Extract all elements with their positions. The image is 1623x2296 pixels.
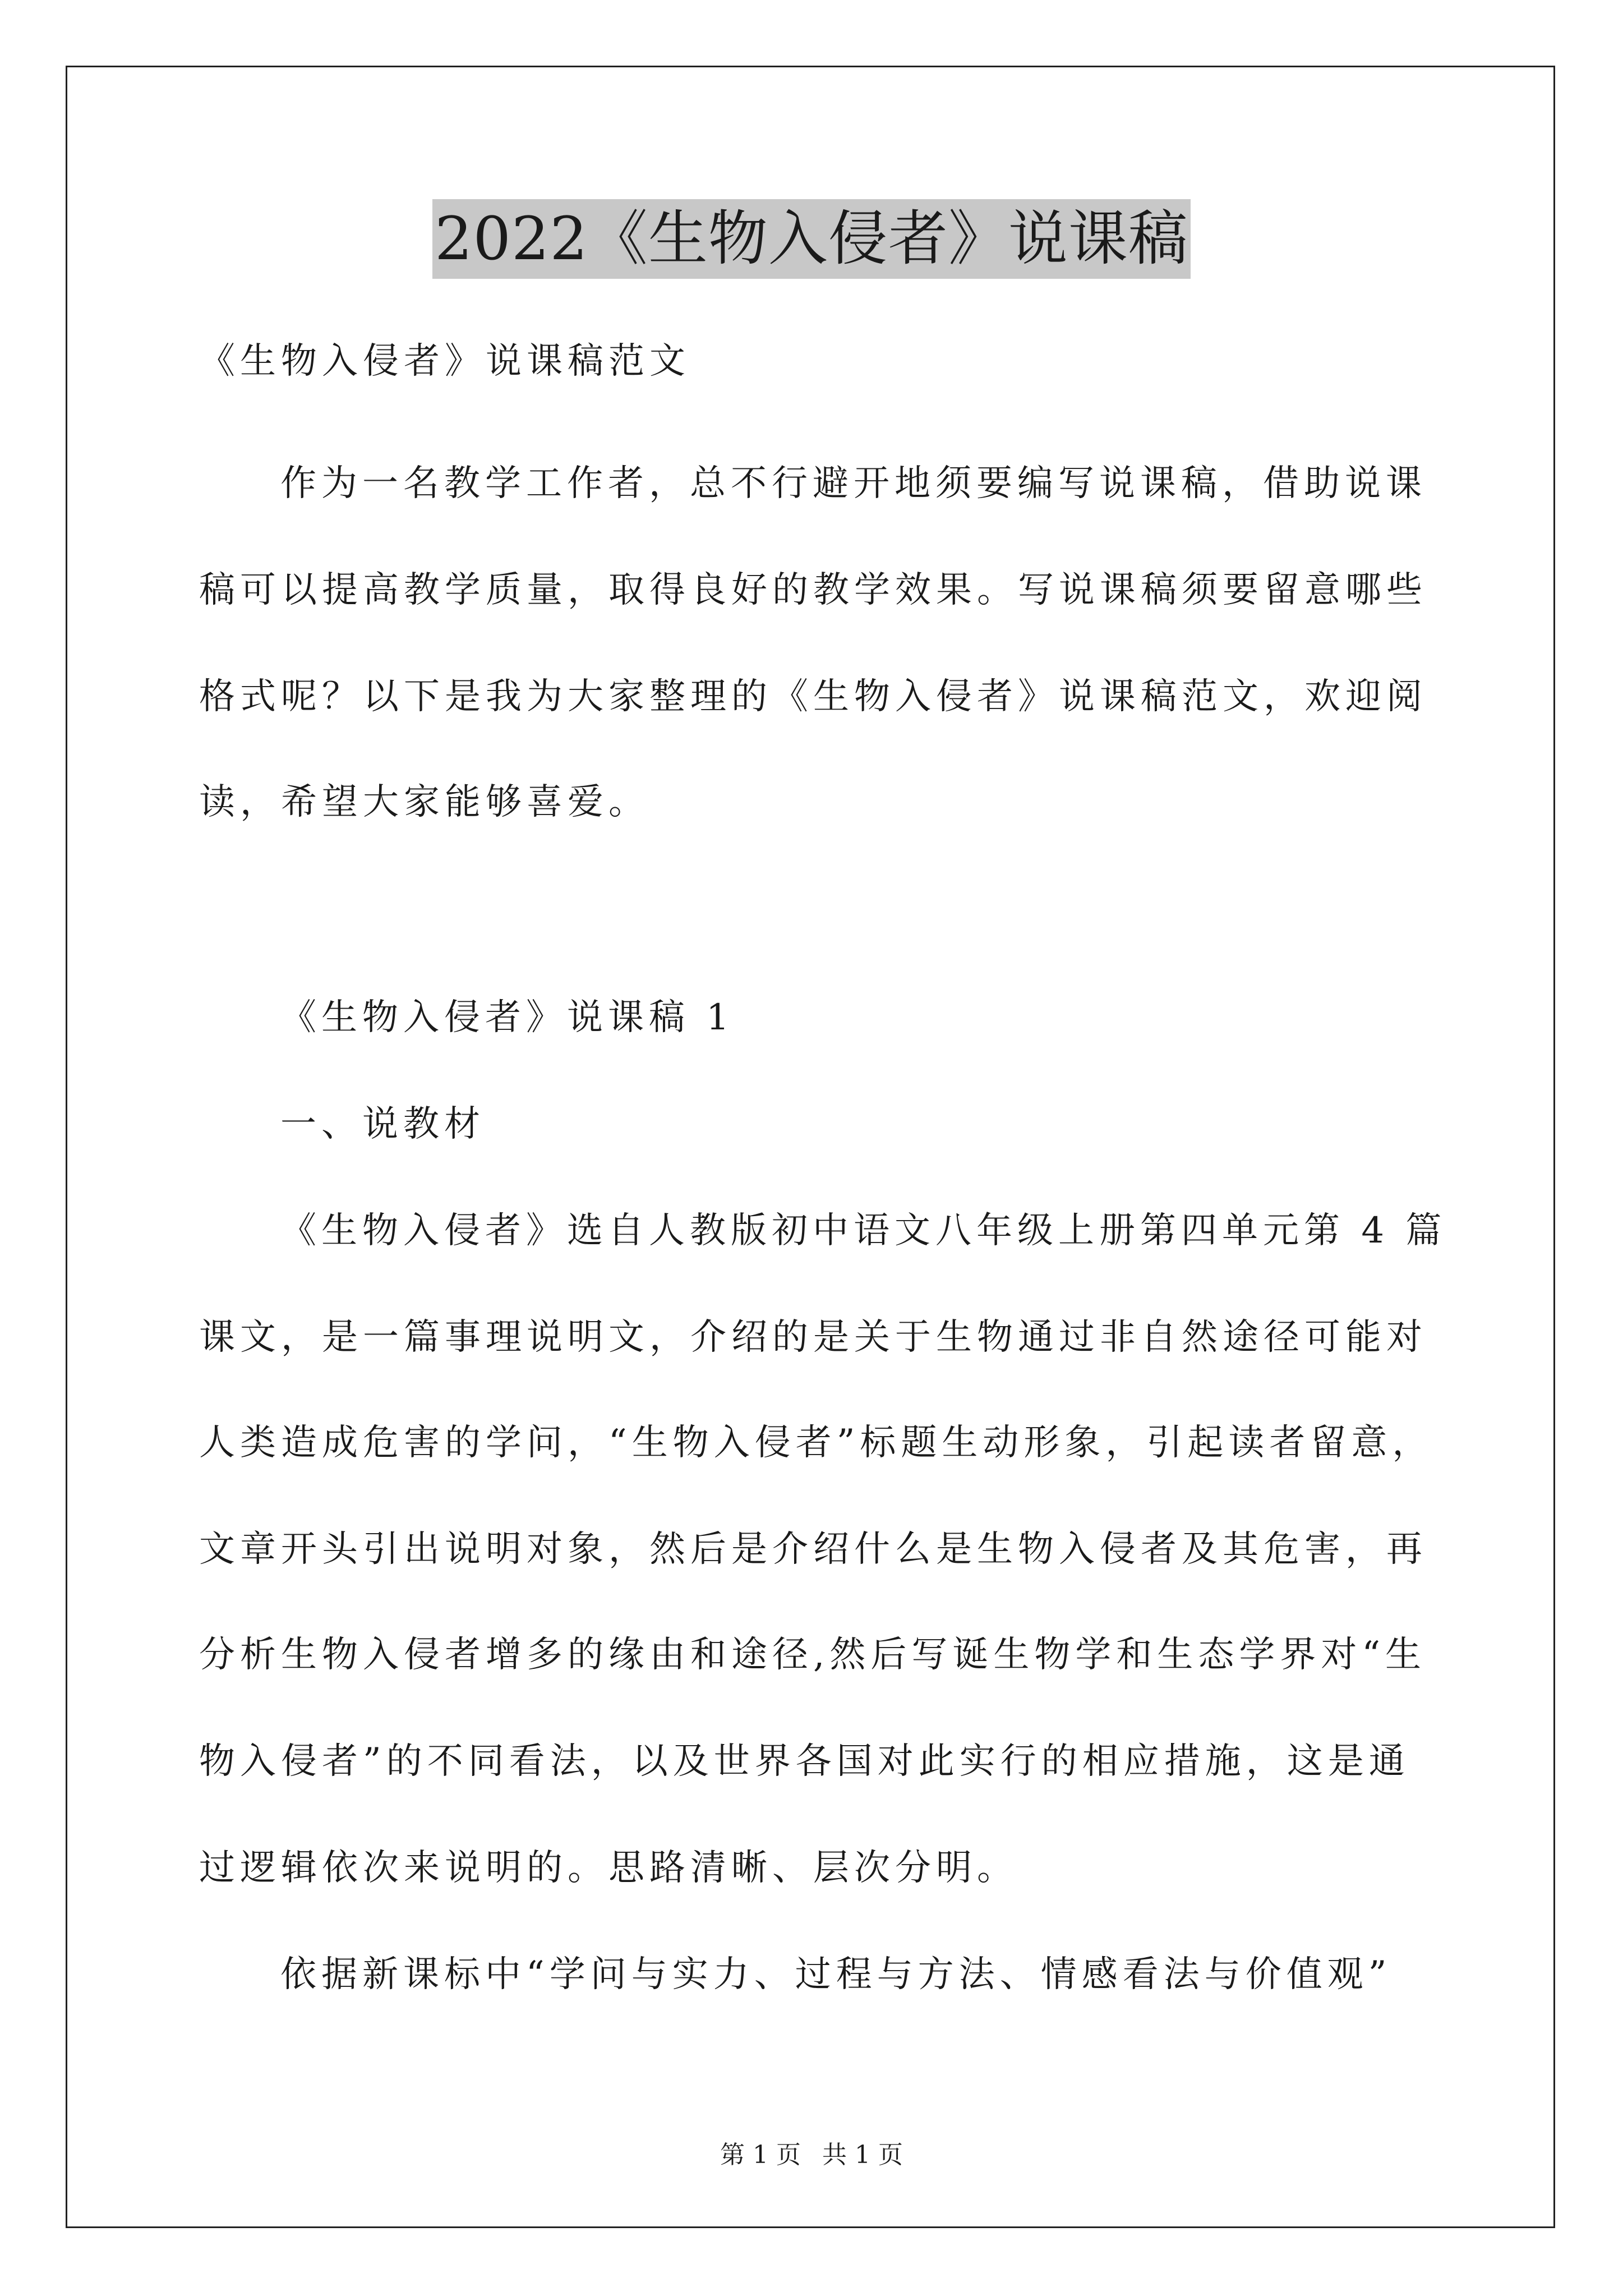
paragraph-line: 课文，是一篇事理说明文，介绍的是关于生物通过非自然途径可能对	[199, 1317, 1427, 1358]
paragraph-line: 过逻辑依次来说明的。思路清晰、层次分明。	[199, 1847, 1018, 1889]
paragraph-line: 文章开头引出说明对象，然后是介绍什么是生物入侵者及其危害，再	[199, 1529, 1427, 1570]
paragraph-line: 《生物入侵者》选自人教版初中语文八年级上册第四单元第 4 篇	[280, 1210, 1447, 1251]
title-wrap	[0, 199, 1623, 279]
paragraph-line: 人类造成危害的学问，“生物入侵者”标题生动形象，引起读者留意，	[199, 1422, 1433, 1464]
page-border	[66, 66, 1555, 2228]
paragraph-line: 格式呢？以下是我为大家整理的《生物入侵者》说课稿范文，欢迎阅	[199, 676, 1427, 717]
paragraph-line: 稿可以提高教学质量，取得良好的教学效果。写说课稿须要留意哪些	[199, 569, 1427, 611]
page-footer	[0, 2143, 1623, 2168]
paragraph-line: 作为一名教学工作者，总不行避开地须要编写说课稿，借助说课	[280, 463, 1427, 504]
subtitle-line: 《生物入侵者》说课稿范文	[199, 341, 690, 382]
paragraph-line: 物入侵者”的不同看法，以及世界各国对此实行的相应措施，这是通	[199, 1741, 1410, 1782]
page-total: 共 1 页	[822, 2141, 903, 2169]
paragraph-line: 依据新课标中“学问与实力、过程与方法、情感看法与价值观”	[280, 1954, 1392, 1995]
section-heading: 《生物入侵者》说课稿 1	[280, 997, 735, 1038]
document-title: 2022《生物入侵者》说课稿	[432, 199, 1191, 279]
page-number: 第 1 页	[720, 2141, 801, 2169]
paragraph-line: 分析生物入侵者增多的缘由和途径,然后写诞生物学和生态学界对“生	[199, 1634, 1427, 1676]
section-heading: 一、说教材	[280, 1103, 485, 1145]
paragraph-line: 读，希望大家能够喜爱。	[199, 781, 649, 823]
